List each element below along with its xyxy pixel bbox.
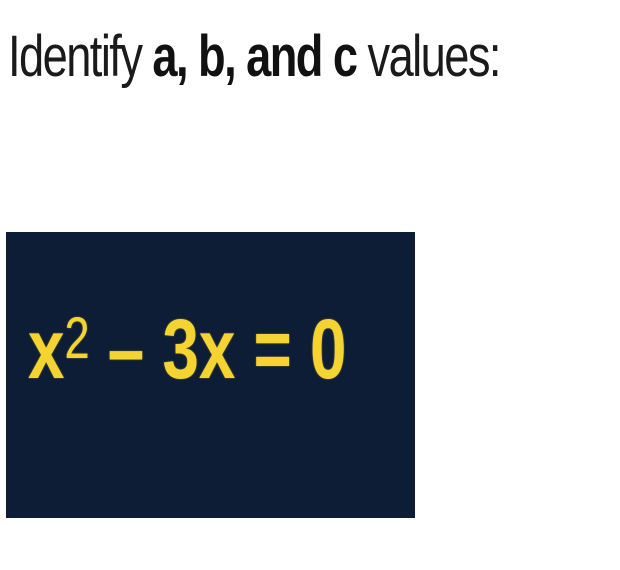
instruction-var-c: c bbox=[332, 24, 357, 89]
equation bbox=[28, 294, 346, 414]
equation-box bbox=[6, 232, 415, 518]
equation-base: x bbox=[28, 302, 65, 396]
instruction-and: and bbox=[246, 24, 322, 89]
equation-rest: – 3x = 0 bbox=[89, 302, 347, 396]
instruction-var-a: a, bbox=[152, 24, 188, 89]
instruction-prefix: Identify bbox=[8, 24, 153, 89]
instruction-text bbox=[8, 22, 500, 92]
instruction-suffix: values: bbox=[356, 24, 500, 89]
equation-exponent: 2 bbox=[64, 306, 90, 371]
instruction-var-b: b, bbox=[198, 24, 236, 89]
